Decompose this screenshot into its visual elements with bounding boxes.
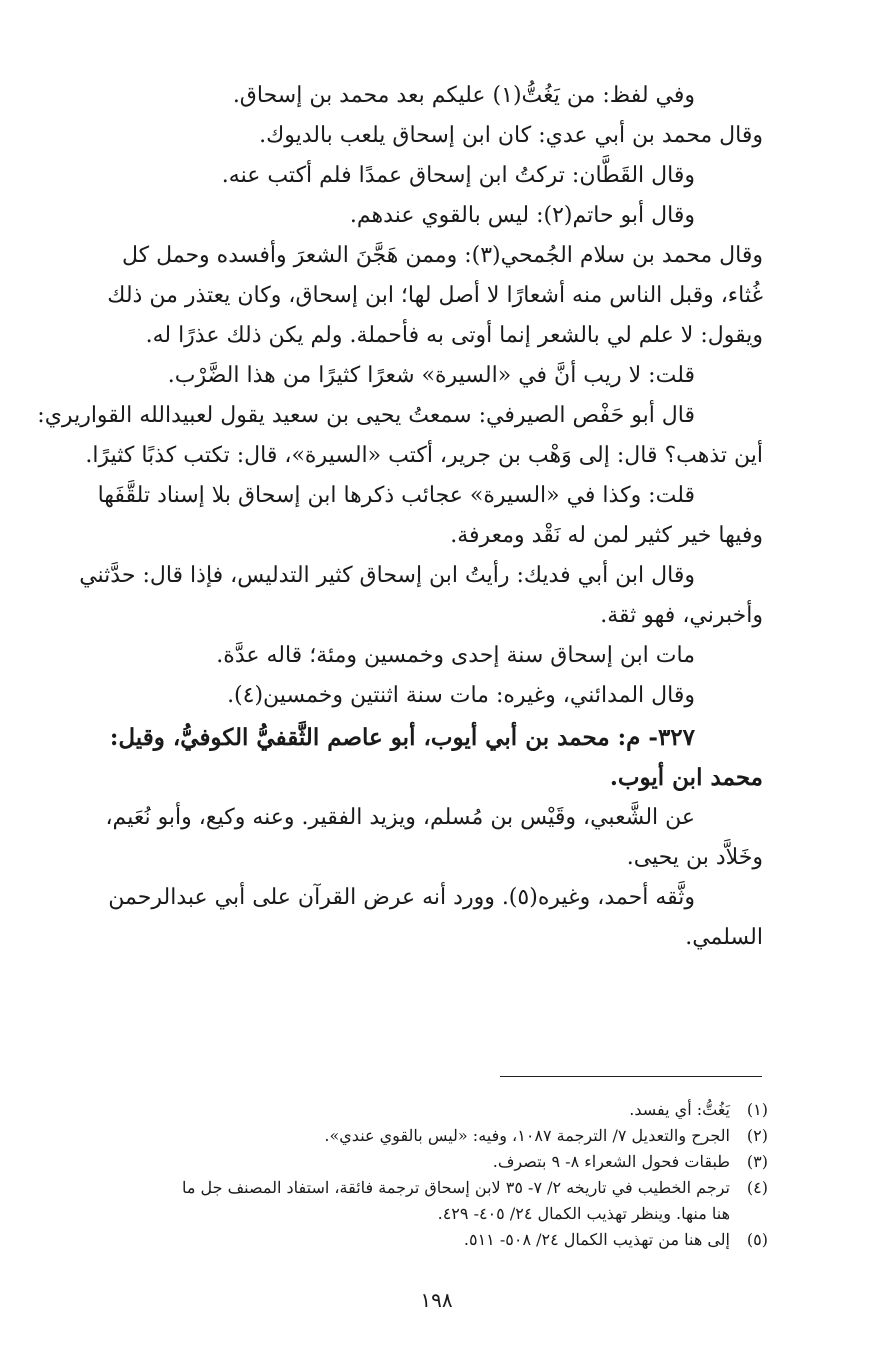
text-line: قلت: وكذا في «السيرة» عجائب ذكرها ابن إسحاق بلا إسناد تلقَّفَها (97, 483, 695, 508)
footnote-number: (٤) (746, 1178, 768, 1197)
footnote-text: الجرح والتعديل ٧/ الترجمة ١٠٨٧، وفيه: «ليس بالقوي عندي». (324, 1126, 730, 1145)
text-line: وقال محمد بن سلام الجُمحي(٣): وممن هَجَّنَ الشعرَ وأفسده وحمل كل (121, 243, 763, 268)
footnote (103, 1097, 768, 1123)
footnote (103, 1227, 768, 1253)
footnote-text: طبقات فحول الشعراء ٨- ٩ بتصرف. (492, 1152, 730, 1171)
footnote-number: (٥) (746, 1230, 768, 1249)
page-number: ١٩٨ (420, 1288, 453, 1312)
main-text (37, 76, 763, 958)
text-line: قلت: لا ريب أنَّ في «السيرة» شعرًا كثيرًا من هذا الضَّرْب. (167, 363, 695, 388)
footnote (103, 1175, 768, 1201)
text-line: مات ابن إسحاق سنة إحدى وخمسين ومئة؛ قاله عدَّة. (216, 643, 695, 668)
footnote-text: إلى هنا من تهذيب الكمال ٢٤/ ٥٠٨- ٥١١. (463, 1230, 730, 1249)
text-line: وقال أبو حاتم(٢): ليس بالقوي عندهم. (349, 203, 695, 228)
text-line: وقال المدائني، وغيره: مات سنة اثنتين وخمسين(٤). (227, 683, 695, 708)
text-line: السلمي. (685, 925, 763, 950)
text-line: قال أبو حَفْص الصيرفي: سمعتُ يحيى بن سعيد يقول لعبيدالله القواريري: (37, 403, 695, 428)
footnote (103, 1149, 768, 1175)
entry-heading: محمد ابن أيوب. (609, 764, 763, 791)
text-line: وقال ابن أبي فديك: رأيتُ ابن إسحاق كثير التدليس، فإذا قال: حدَّثني (79, 563, 695, 588)
text-line: وفيها خير كثير لمن له نَقْد ومعرفة. (450, 523, 763, 548)
footnote-divider (500, 1076, 762, 1077)
text-line: عن الشَّعبي، وقَيْس بن مُسلم، ويزيد الفقير. وعنه وكيع، وأبو نُعَيم، (105, 805, 695, 830)
footnote-number: (٢) (746, 1126, 768, 1145)
text-line: غُثاء، وقبل الناس منه أشعارًا لا أصل لها؛ ابن إسحاق، وكان يعتذر من ذلك (107, 283, 763, 308)
text-line: وثَّقه أحمد، وغيره(٥). وورد أنه عرض القرآن على أبي عبدالرحمن (108, 885, 695, 910)
footnote-continuation: هنا منها. وينظر تهذيب الكمال ٢٤/ ٤٠٥- ٤٢٩. (437, 1204, 730, 1223)
text-line: أين تذهب؟ قال: إلى وَهْب بن جرير، أكتب «السيرة»، قال: تكتب كذبًا كثيرًا. (85, 443, 763, 468)
footnote-text: يَغُتُّ: أي يفسد. (629, 1100, 730, 1119)
footnote (103, 1123, 768, 1149)
text-line: ويقول: لا علم لي بالشعر إنما أوتى به فأحملة. ولم يكن ذلك عذرًا له. (145, 323, 763, 348)
footnote-text: ترجم الخطيب في تاريخه ٢/ ٧- ٣٥ لابن إسحاق ترجمة فائقة، استفاد المصنف جل ما (181, 1178, 730, 1197)
footnote-number: (١) (746, 1100, 768, 1119)
entry-heading: ٣٢٧- م: محمد بن أبي أيوب، أبو عاصم الثَّقفيُّ الكوفيُّ، وقيل: (109, 724, 695, 751)
text-line: وقال محمد بن أبي عدي: كان ابن إسحاق يلعب بالديوك. (259, 123, 763, 148)
footnotes (103, 1097, 768, 1253)
text-line: وأخبرني، فهو ثقة. (600, 603, 763, 628)
text-line: وفي لفظ: من يَغُتُّ(١) عليكم بعد محمد بن إسحاق. (232, 83, 695, 108)
footnote-number: (٣) (746, 1152, 768, 1171)
text-line: وخَلاَّد بن يحيى. (626, 845, 763, 870)
text-line: وقال القَطَّان: تركتُ ابن إسحاق عمدًا فلم أكتب عنه. (221, 163, 695, 188)
